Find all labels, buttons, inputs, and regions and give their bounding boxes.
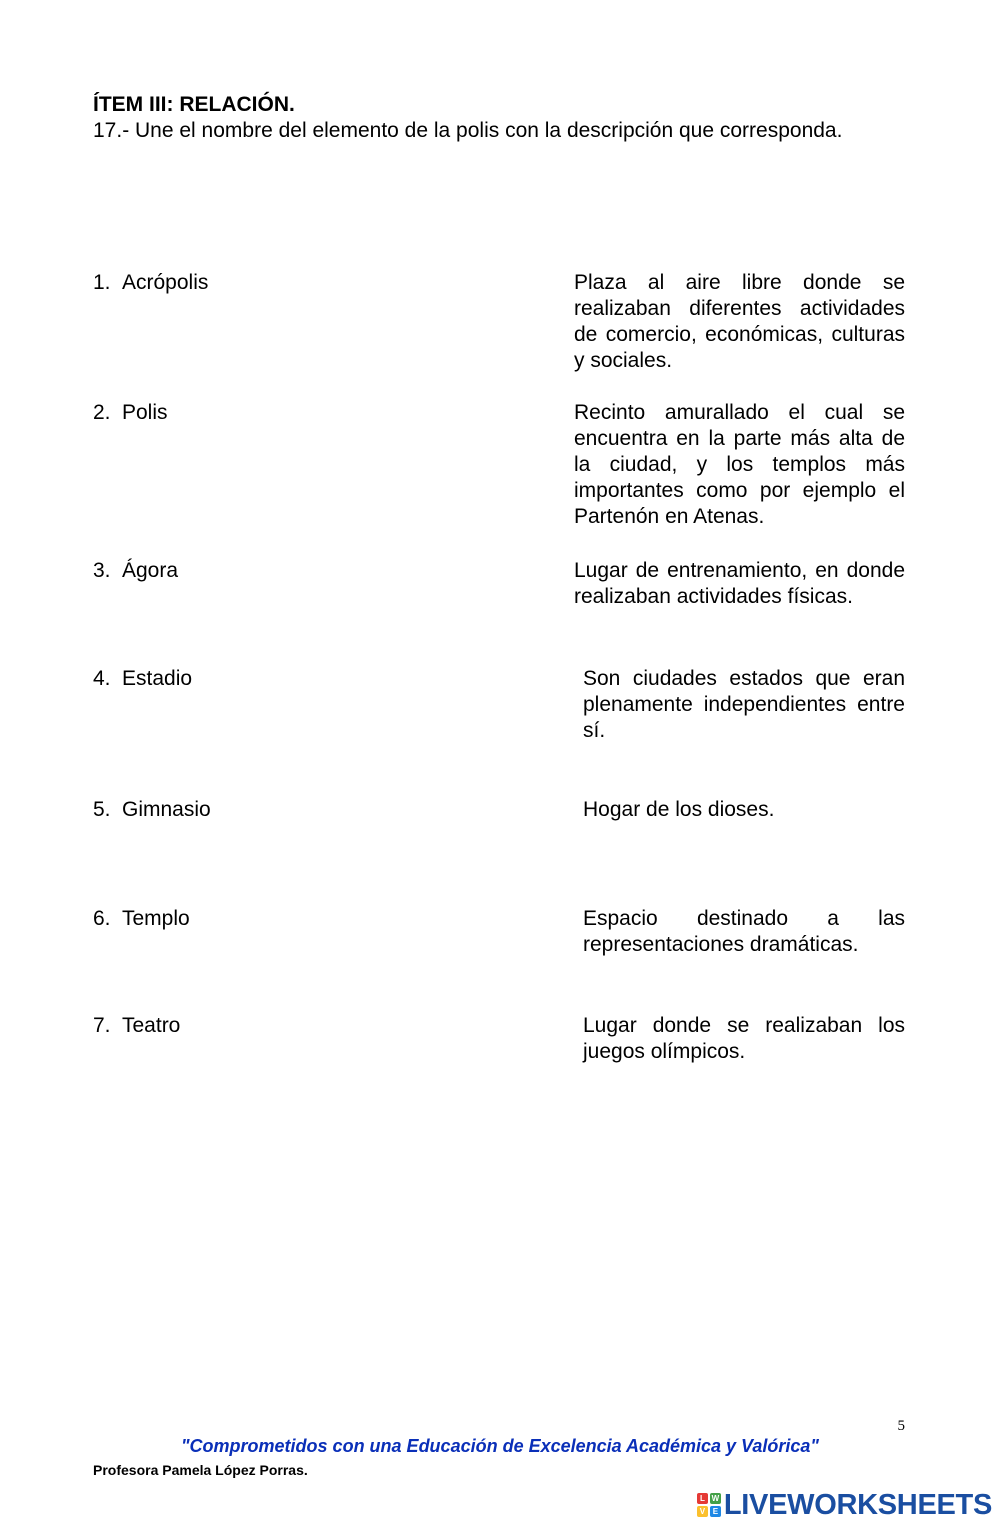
description-item: Recinto amurallado el cual se encuentra en la parte más alta de la ciudad, y los templos más importantes como por ejemplo el Partenón en Atenas.: [574, 401, 905, 528]
brand-wordmark: LIVEWORKSHEETS: [723, 1488, 992, 1521]
description-item: Lugar de entrenamiento, en donde realizaban actividades físicas.: [574, 559, 905, 608]
description-item: Hogar de los dioses.: [583, 798, 775, 821]
term-item: [93, 906, 190, 932]
page-number: 5: [897, 1418, 905, 1434]
description-item: Espacio destinado a las representaciones dramáticas.: [583, 907, 905, 956]
term-label: Gimnasio: [122, 798, 211, 821]
logo-tile: E: [710, 1506, 721, 1517]
term-number: 2.: [93, 401, 111, 424]
footer-author: Profesora Pamela López Porras.: [93, 1462, 308, 1478]
term-item: [93, 270, 208, 296]
term-label: Ágora: [122, 559, 179, 582]
term-item: [93, 558, 178, 584]
liveworksheets-brand[interactable]: [697, 1486, 992, 1524]
term-number: 6.: [93, 907, 111, 930]
term-item: [93, 400, 168, 426]
term-number: 3.: [93, 559, 111, 582]
term-item: [93, 666, 192, 692]
term-number: 5.: [93, 798, 111, 821]
footer-motto: "Comprometidos con una Educación de Excelencia Académica y Valórica": [181, 1436, 819, 1456]
term-label: Templo: [122, 907, 190, 930]
description-item: Plaza al aire libre donde se realizaban diferentes actividades de comercio, económicas, culturas y sociales.: [574, 271, 905, 372]
logo-tile: L: [697, 1493, 708, 1504]
term-number: 4.: [93, 667, 111, 690]
term-label: Teatro: [122, 1014, 181, 1037]
term-label: Polis: [122, 401, 168, 424]
term-label: Estadio: [122, 667, 193, 690]
description-item: Son ciudades estados que eran plenamente independientes entre sí.: [583, 667, 905, 742]
instruction-text: 17.- Une el nombre del elemento de la polis con la descripción que corresponda.: [93, 119, 843, 142]
term-number: 7.: [93, 1014, 111, 1037]
section-heading: ÍTEM III: RELACIÓN.: [93, 93, 295, 116]
term-item: [93, 1013, 180, 1039]
logo-tile: W: [711, 1494, 720, 1503]
term-number: 1.: [93, 271, 111, 294]
term-item: [93, 797, 211, 823]
logo-tile: V: [697, 1506, 708, 1517]
description-item: Lugar donde se realizaban los juegos olímpicos.: [583, 1014, 905, 1063]
term-label: Acrópolis: [122, 271, 209, 294]
liveworksheets-logo-icon: [697, 1493, 721, 1517]
